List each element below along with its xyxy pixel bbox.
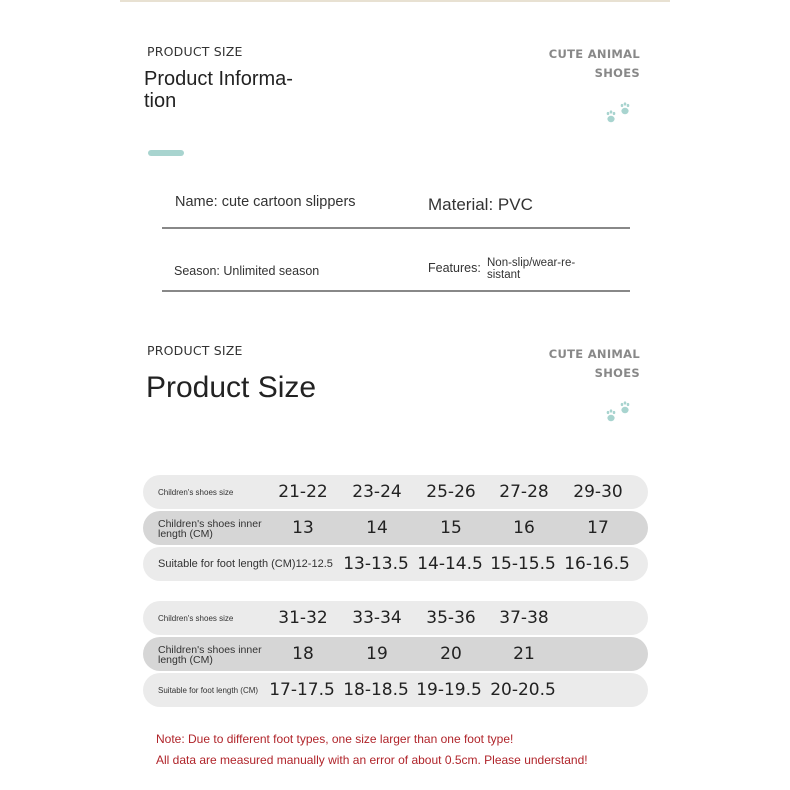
section-kicker-size: PRODUCT SIZE [147, 343, 243, 358]
row-label: Children's shoes size [158, 488, 234, 497]
size-cell: 15-15.5 [490, 554, 556, 574]
size-cell: 13 [292, 518, 314, 538]
info-features-value: Non-slip/wear-re- sistant [487, 257, 576, 281]
info-season: Season: Unlimited season [174, 264, 320, 278]
paw-print-icon [605, 400, 635, 428]
size-row-inner-length [143, 637, 648, 671]
size-cell: 29-30 [573, 482, 623, 502]
paw-print-icon [605, 101, 635, 129]
size-cell: 18-18.5 [343, 680, 409, 700]
size-cell: 31-32 [278, 608, 328, 628]
size-row-foot-length [143, 673, 648, 707]
row-label: Suitable for foot length (CM) [158, 686, 259, 695]
brand-line-2: SHOES [594, 66, 640, 80]
row-label: Children's shoes inner length (CM) [158, 644, 262, 666]
size-cell: 14 [366, 518, 388, 538]
size-cell: 15 [440, 518, 462, 538]
size-cell: 18 [292, 644, 314, 664]
brand-line-1: CUTE ANIMAL [548, 347, 640, 361]
size-cell: 21-22 [278, 482, 328, 502]
info-features-label: Features: [428, 261, 481, 275]
size-cell: 16-16.5 [564, 554, 630, 574]
size-cell: 23-24 [352, 482, 402, 502]
size-row-inner-length [143, 511, 648, 545]
info-name: Name: cute cartoon slippers [175, 194, 356, 210]
row-label: Children's shoes inner length (CM) [158, 518, 262, 540]
size-cell: 13-13.5 [343, 554, 409, 574]
top-divider [120, 0, 670, 2]
size-cell: 35-36 [426, 608, 476, 628]
note-line-2: All data are measured manually with an error of about 0.5cm. Please understand! [156, 753, 588, 767]
size-cell: 16 [513, 518, 535, 538]
size-cell: 37-38 [499, 608, 549, 628]
size-cell: 19 [366, 644, 388, 664]
size-row-foot-length [143, 547, 648, 581]
row-label: Suitable for foot length (CM)12-12.5 [158, 558, 333, 570]
info-divider-1 [162, 227, 630, 229]
info-divider-2 [162, 290, 630, 292]
note-line-1: Note: Due to different foot types, one size larger than one foot type! [156, 732, 514, 746]
section-title-size: Product Size [146, 371, 317, 404]
section-title-info: Product Informa-tion [144, 68, 293, 112]
size-cell: 17 [587, 518, 609, 538]
accent-bar [148, 150, 184, 156]
brand-tag-2 [549, 345, 640, 383]
size-cell: 25-26 [426, 482, 476, 502]
size-cell: 19-19.5 [416, 680, 482, 700]
size-row-shoe-size [143, 601, 648, 635]
size-cell: 20-20.5 [490, 680, 556, 700]
brand-line-2: SHOES [594, 366, 640, 380]
brand-tag [549, 45, 640, 83]
size-row-shoe-size [143, 475, 648, 509]
size-cell: 20 [440, 644, 462, 664]
size-cell: 14-14.5 [417, 554, 483, 574]
info-material: Material: PVC [428, 195, 533, 214]
size-cell: 27-28 [499, 482, 549, 502]
size-cell: 33-34 [352, 608, 402, 628]
row-label: Children's shoes size [158, 614, 234, 623]
size-cell: 17-17.5 [269, 680, 335, 700]
size-cell: 21 [513, 644, 535, 664]
section-kicker-info: PRODUCT SIZE [147, 44, 243, 59]
brand-line-1: CUTE ANIMAL [548, 47, 640, 61]
